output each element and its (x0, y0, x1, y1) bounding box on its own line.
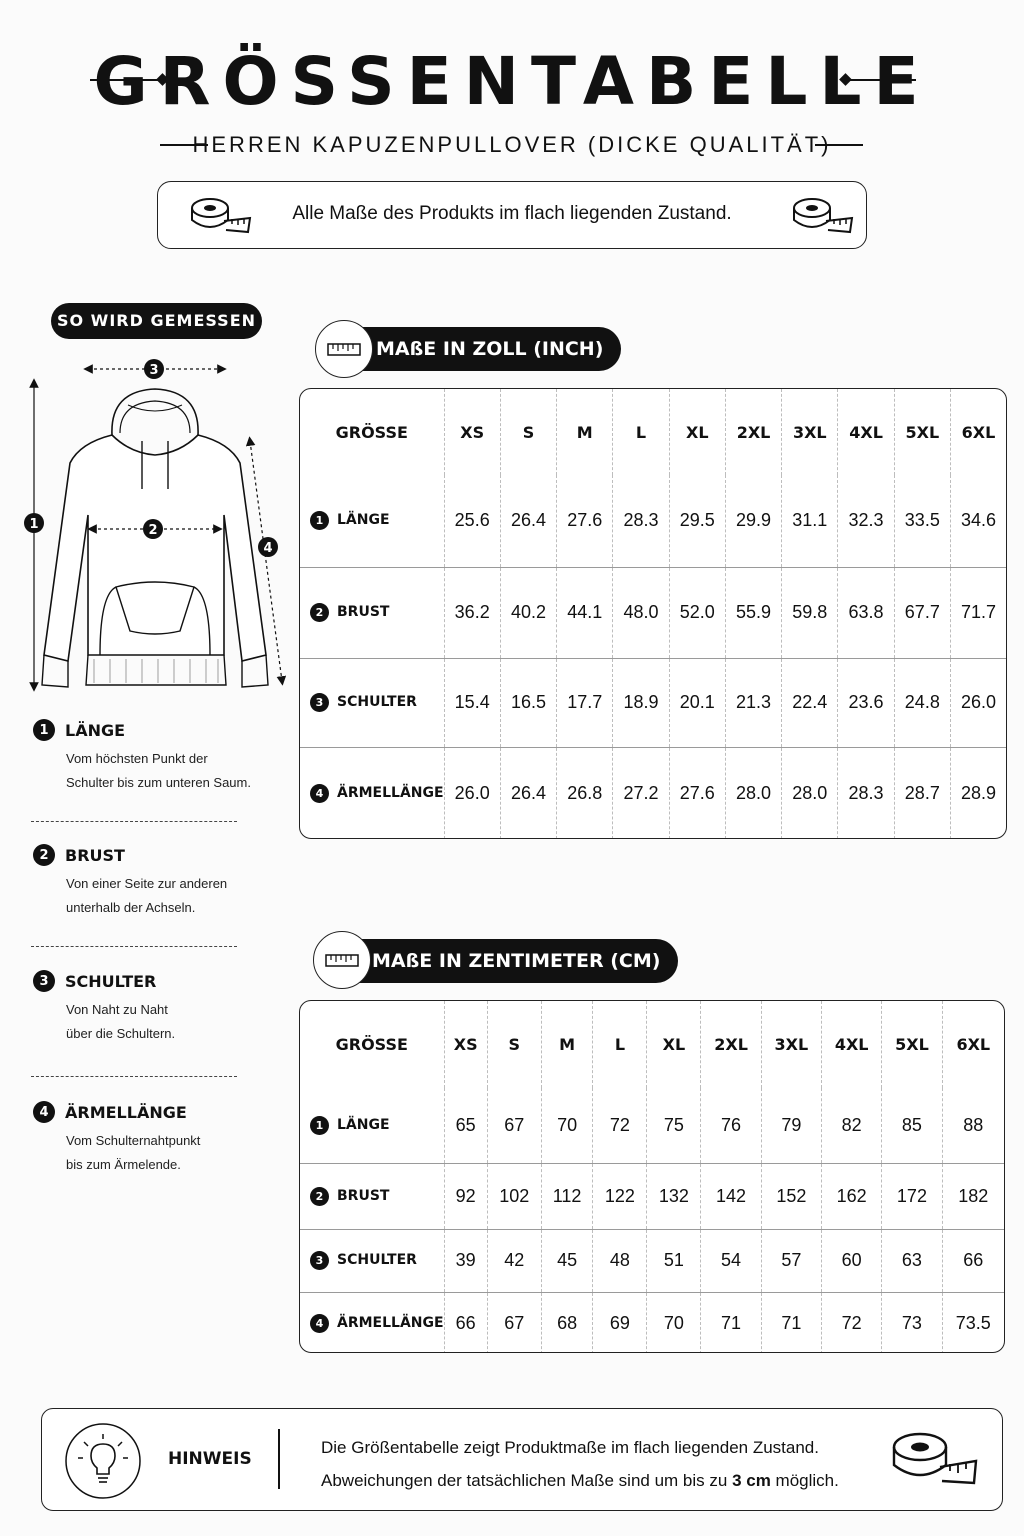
legend-line: über die Schultern. (66, 1026, 176, 1041)
table-cell: 34.6 (960, 510, 996, 531)
hint-line-2 (321, 1464, 839, 1497)
table-cell: 88 (963, 1114, 984, 1135)
table-cell: 55.9 (725, 567, 781, 658)
legend-item-sleeve (33, 1101, 273, 1177)
table-cell: 54 (701, 1229, 761, 1292)
size-col-header: L (613, 389, 669, 475)
row-label (300, 475, 444, 567)
row-badge: 2 (310, 1187, 329, 1206)
row-label (300, 1292, 444, 1353)
cm-ruler-badge (313, 931, 371, 989)
table-cell: 27.6 (669, 747, 725, 839)
legend-badge: 2 (33, 844, 55, 866)
table-header-row (300, 1001, 1004, 1088)
hint-tolerance: 3 cm (732, 1471, 771, 1490)
row-label (300, 1088, 444, 1163)
table-cell: 76 (701, 1088, 761, 1163)
table-row (300, 1163, 1004, 1229)
table-row (300, 658, 1006, 747)
table-cell: 82 (822, 1088, 882, 1163)
row-badge: 2 (310, 603, 329, 622)
size-col-header: XL (669, 389, 725, 475)
size-col-header: M (541, 1001, 593, 1088)
table-cell: 27.6 (557, 475, 613, 567)
size-col-header: M (557, 389, 613, 475)
legend-item-length (33, 719, 273, 795)
legend-line: bis zum Ärmelende. (66, 1157, 181, 1172)
table-cell: 28.7 (894, 747, 950, 839)
size-col-header: XS (444, 1001, 487, 1088)
row-label-text: BRUST (337, 604, 390, 620)
legend-badge: 3 (33, 970, 55, 992)
table-cell: 31.1 (782, 475, 838, 567)
cm-section-pill: MAßE IN ZENTIMETER (CM) (320, 939, 678, 983)
size-col-header: 2XL (725, 389, 781, 475)
table-cell: 29.9 (725, 475, 781, 567)
legend-title: LÄNGE (65, 720, 126, 740)
page-subtitle: HERREN KAPUZENPULLOVER (DICKE QUALITÄT) (192, 132, 832, 157)
table-cell: 68 (541, 1292, 593, 1353)
hint-line-2-post: möglich. (770, 1471, 839, 1490)
hint-box (41, 1408, 1003, 1511)
size-col-header: XS (444, 389, 500, 475)
inch-ruler-badge (315, 320, 373, 378)
table-cell: 79 (761, 1088, 821, 1163)
row-label-text: SCHULTER (337, 694, 417, 710)
legend-divider (31, 821, 237, 822)
table-cell: 15.4 (444, 658, 500, 747)
table-cell: 75 (647, 1088, 701, 1163)
row-label (300, 658, 444, 747)
table-row (300, 1229, 1004, 1292)
cm-table (299, 1000, 1005, 1353)
size-col-header: 6XL (956, 1035, 991, 1054)
size-col-header: 5XL (882, 1001, 942, 1088)
table-cell: 70 (541, 1088, 593, 1163)
row-label (300, 1163, 444, 1229)
hint-label: HINWEIS (168, 1449, 252, 1469)
table-cell: 67.7 (894, 567, 950, 658)
table-cell: 21.3 (725, 658, 781, 747)
table-cell: 26.0 (960, 692, 996, 712)
table-cell: 17.7 (557, 658, 613, 747)
table-cell: 27.2 (613, 747, 669, 839)
table-cell: 23.6 (838, 658, 894, 747)
table-cell: 28.9 (960, 782, 996, 803)
table-cell: 24.8 (894, 658, 950, 747)
table-cell: 142 (701, 1163, 761, 1229)
table-cell: 63 (882, 1229, 942, 1292)
legend-line: Von Naht zu Naht (66, 1002, 168, 1017)
table-cell: 172 (882, 1163, 942, 1229)
size-col-header: 3XL (761, 1001, 821, 1088)
table-cell: 28.0 (725, 747, 781, 839)
row-label (300, 1229, 444, 1292)
table-cell: 132 (647, 1163, 701, 1229)
table-cell: 45 (541, 1229, 593, 1292)
legend-badge: 1 (33, 719, 55, 741)
table-cell: 36.2 (444, 567, 500, 658)
inch-section-pill: MAßE IN ZOLL (INCH) (324, 327, 621, 371)
legend-divider (31, 946, 237, 947)
table-cell: 51 (647, 1229, 701, 1292)
size-col-header: S (487, 1001, 541, 1088)
table-cell: 48 (593, 1229, 647, 1292)
row-label-text: BRUST (337, 1187, 390, 1204)
table-cell: 72 (593, 1088, 647, 1163)
legend-title: SCHULTER (65, 971, 157, 991)
size-header: GRÖSSE (300, 1001, 444, 1088)
table-cell: 48.0 (613, 567, 669, 658)
legend-badge: 4 (33, 1101, 55, 1123)
how-to-measure-pill: SO WIRD GEMESSEN (51, 303, 262, 339)
row-badge: 1 (310, 1116, 329, 1135)
legend-line: Schulter bis zum unteren Saum. (66, 775, 251, 790)
page-title: GRÖSSENTABELLE (93, 43, 931, 120)
table-cell: 182 (958, 1185, 989, 1206)
table-row (300, 1088, 1004, 1163)
legend-line: Von einer Seite zur anderen (66, 876, 228, 891)
table-cell: 40.2 (500, 567, 556, 658)
row-badge: 1 (310, 511, 329, 530)
table-cell: 39 (444, 1229, 487, 1292)
table-cell: 26.4 (500, 475, 556, 567)
table-cell: 92 (444, 1163, 487, 1229)
table-row (300, 747, 1006, 839)
tape-measure-icon (792, 194, 854, 236)
table-cell: 65 (444, 1088, 487, 1163)
row-badge: 4 (310, 1314, 329, 1333)
row-label (300, 567, 444, 658)
diagram-marker-2: 2 (148, 523, 158, 538)
legend-divider (31, 1076, 237, 1077)
table-cell: 67 (487, 1292, 541, 1353)
table-header-row (300, 389, 1006, 475)
diagram-marker-3: 3 (149, 363, 159, 378)
table-cell: 63.8 (838, 567, 894, 658)
row-badge: 3 (310, 693, 329, 712)
row-label-text: LÄNGE (337, 1116, 390, 1133)
table-cell: 85 (882, 1088, 942, 1163)
row-label (300, 747, 444, 839)
table-cell: 66 (963, 1250, 984, 1270)
tape-measure-icon (890, 1427, 978, 1491)
hint-line-2-pre: Abweichungen der tatsächlichen Maße sind um bis zu (321, 1471, 733, 1490)
diagram-marker-1: 1 (29, 517, 39, 532)
table-cell: 20.1 (669, 658, 725, 747)
size-col-header: 4XL (838, 389, 894, 475)
table-cell: 33.5 (894, 475, 950, 567)
legend-title: BRUST (65, 845, 125, 865)
table-cell: 57 (761, 1229, 821, 1292)
legend-title: ÄRMELLÄNGE (65, 1102, 187, 1122)
legend-line: unterhalb der Achseln. (66, 900, 196, 915)
size-col-header: S (500, 389, 556, 475)
table-cell: 70 (647, 1292, 701, 1353)
row-badge: 3 (310, 1251, 329, 1270)
table-cell: 162 (822, 1163, 882, 1229)
hint-divider (278, 1429, 280, 1489)
row-label-text: ÄRMELLÄNGE (337, 1314, 444, 1331)
hint-line-1: Die Größentabelle zeigt Produktmaße im flach liegenden Zustand. (321, 1438, 819, 1457)
diagram-marker-4: 4 (263, 541, 273, 556)
table-cell: 72 (822, 1292, 882, 1353)
row-label-text: SCHULTER (337, 1252, 417, 1268)
table-cell: 102 (487, 1163, 541, 1229)
row-badge: 4 (310, 784, 329, 803)
row-label-text: ÄRMELLÄNGE (337, 784, 444, 801)
legend-line: Vom höchsten Punkt der (66, 751, 208, 766)
table-cell: 122 (593, 1163, 647, 1229)
table-cell: 29.5 (669, 475, 725, 567)
table-cell: 66 (444, 1292, 487, 1353)
inch-table (299, 388, 1007, 839)
legend-line: Vom Schulternahtpunkt (66, 1133, 201, 1148)
table-cell: 28.3 (613, 475, 669, 567)
flat-note-box (157, 181, 867, 249)
legend-item-chest (33, 844, 273, 920)
table-cell: 73 (882, 1292, 942, 1353)
hoodie-illustration (20, 355, 290, 695)
size-col-header: 2XL (701, 1001, 761, 1088)
table-cell: 52.0 (669, 567, 725, 658)
table-cell: 44.1 (557, 567, 613, 658)
hint-text (321, 1431, 839, 1497)
size-col-header: 3XL (782, 389, 838, 475)
table-cell: 16.5 (500, 658, 556, 747)
table-cell: 73.5 (955, 1312, 991, 1333)
size-col-header: 5XL (894, 389, 950, 475)
table-row (300, 475, 1006, 567)
table-cell: 22.4 (782, 658, 838, 747)
flat-note-text: Alle Maße des Produkts im flach liegenden Zustand. (292, 203, 732, 224)
table-cell: 71 (761, 1292, 821, 1353)
table-cell: 32.3 (838, 475, 894, 567)
table-cell: 28.3 (838, 747, 894, 839)
table-cell: 152 (761, 1163, 821, 1229)
size-col-header: 4XL (822, 1001, 882, 1088)
table-cell: 18.9 (613, 658, 669, 747)
size-header: GRÖSSE (300, 389, 444, 475)
table-cell: 112 (541, 1163, 593, 1229)
table-cell: 71 (701, 1292, 761, 1353)
table-cell: 26.8 (557, 747, 613, 839)
table-cell: 42 (487, 1229, 541, 1292)
table-cell: 60 (822, 1229, 882, 1292)
table-cell: 28.0 (782, 747, 838, 839)
table-cell: 67 (487, 1088, 541, 1163)
legend-item-shoulder (33, 970, 273, 1046)
table-row (300, 567, 1006, 658)
table-cell: 71.7 (960, 602, 996, 622)
size-col-header: L (593, 1001, 647, 1088)
size-col-header: 6XL (961, 422, 996, 442)
table-cell: 69 (593, 1292, 647, 1353)
table-cell: 25.6 (444, 475, 500, 567)
table-cell: 59.8 (782, 567, 838, 658)
table-cell: 26.4 (500, 747, 556, 839)
lightbulb-icon (64, 1422, 142, 1500)
row-label-text: LÄNGE (337, 512, 390, 529)
table-cell: 26.0 (444, 747, 500, 839)
table-row (300, 1292, 1004, 1353)
ruler-icon (327, 341, 361, 357)
ruler-icon (325, 952, 359, 968)
size-col-header: XL (647, 1001, 701, 1088)
